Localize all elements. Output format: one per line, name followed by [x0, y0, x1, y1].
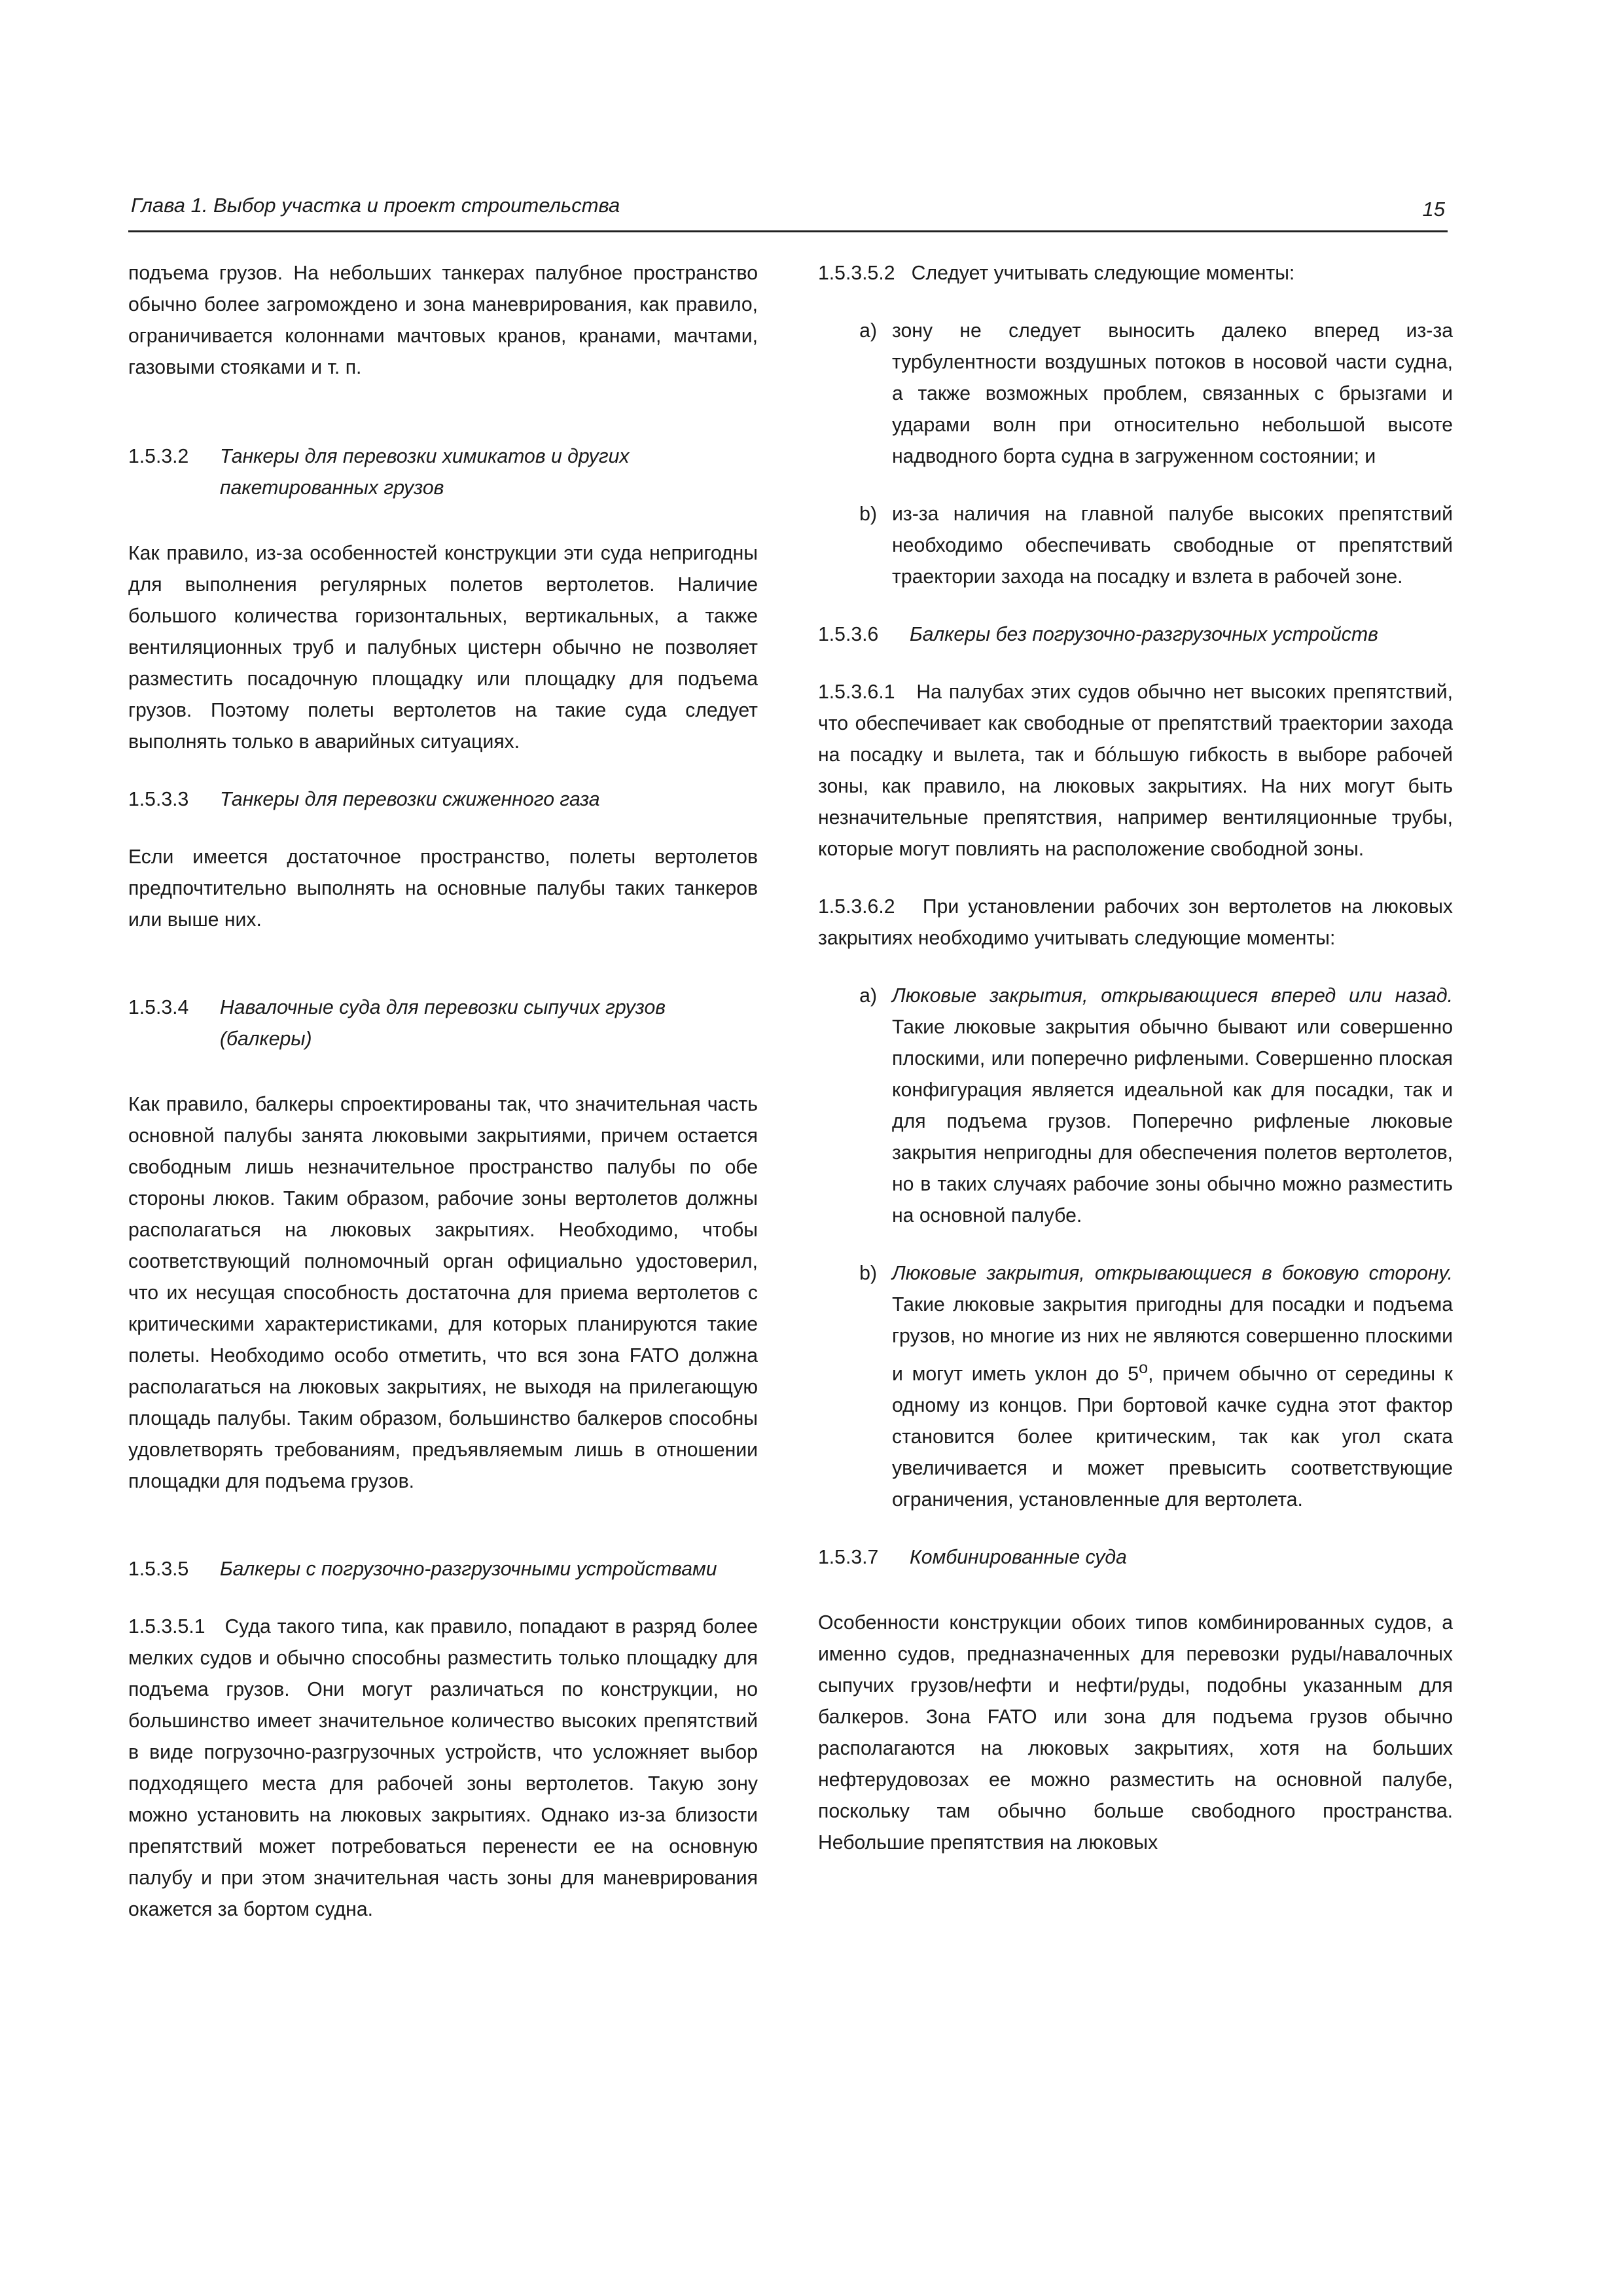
section-title: Танкеры для перевозки химикатов и других пакетированных грузов [220, 446, 630, 499]
section-number: 1.5.3.3 [128, 789, 189, 810]
section-body: Если имеется достаточное пространство, полеты вертолетов предпочтительно выполнять на основные палубы таких танкеров или выше них. [128, 846, 758, 931]
subsection-paragraph [818, 677, 1453, 865]
list-marker: a) [859, 320, 877, 342]
section-number: 1.5.3.6 [818, 624, 879, 645]
list-item-text: из-за наличия на главной палубе высоких препятствий необходимо обеспечивать свободные от препятствий траектории захода на посадку и взлета в рабочей зоне. [892, 503, 1453, 588]
running-head: Глава 1. Выбор участка и проект строительства [131, 194, 620, 217]
page-number: 15 [1422, 198, 1445, 221]
subsection-paragraph [128, 1611, 758, 1926]
subsection-body: На палубах этих судов обычно нет высоких препятствий, что обеспечивает как свободные от препятствий траектории захода на посадку и вылета, так и бóльшую гибкость в выборе рабочей зоны, как правило, на люковых закрытиях. На них могут быть незначительные препятствия, например вентиляционные трубы, которые могут повлиять на расположение свободной зоны. [818, 681, 1453, 860]
subsection-number: 1.5.3.5.2 [818, 262, 895, 284]
list-item [818, 499, 1453, 593]
list-marker: b) [859, 1263, 877, 1284]
list-marker: b) [859, 503, 877, 525]
subsection-paragraph [818, 891, 1453, 954]
section-number: 1.5.3.2 [128, 446, 189, 467]
section-title: Комбинированные суда [910, 1547, 1127, 1569]
intro-paragraph: подъема грузов. На небольших танкерах палубное пространство обычно более загромождено и зона маневрирования, как правило, ограничивается колоннами мачтовых кранов, кранами, мачтами, газовыми стояками и т. п. [128, 262, 758, 378]
section-body: Как правило, балкеры спроектированы так, что значительная часть основной палубы занята люковыми закрытиями, причем остается свободным лишь незначительное пространство палубы по обе стороны люков. Таким образом, рабочие зоны вертолетов должны располагаться на люковых закрытиях. Необходимо, чтобы соответствующий полномочный орган официально удостоверил, что их несущая способность достаточна для приема вертолетов с критическими характеристиками, для которых планируются такие полеты. Необходимо особо отметить, что вся зона FATO должна располагаться на люковых закрытиях, не выходя на прилегающую площадь палубы. Таким образом, большинство балкеров способны удовлетворять требованиям, предъявляемым лишь в отношении площадки для подъема грузов. [128, 1094, 758, 1492]
section-heading-1-5-3-4 [128, 992, 758, 1055]
section-title: Балкеры без погрузочно-разгрузочных устройств [910, 624, 1378, 645]
section-heading-1-5-3-2 [128, 441, 758, 504]
subsection-number: 1.5.3.6.2 [818, 896, 895, 918]
list-item-lead: Люковые закрытия, открывающиеся в боковую сторону. [892, 1263, 1453, 1284]
section-number: 1.5.3.5 [128, 1558, 189, 1580]
section-heading-1-5-3-3 [128, 784, 758, 816]
section-title: Навалочные суда для перевозки сыпучих грузов (балкеры) [220, 997, 666, 1050]
list-item [818, 980, 1453, 1232]
list-item-text [892, 980, 1453, 1232]
page-header [128, 191, 1448, 232]
section-body: Особенности конструкции обоих типов комбинированных судов, а именно судов, предназначенных для перевозки руды/навалочных сыпучих грузов/нефти и нефти/руды, подобны указанным для балкеров. Зона FATO или зона для подъема грузов обычно располагаются на люковых закрытиях, хотя на больших нефтерудовозах ее можно разместить на основной палубе, поскольку там обычно больше свободного пространства. Небольшие препятствия на люковых [818, 1612, 1453, 1854]
section-body: Как правило, из-за особенностей конструкции эти суда непригодны для выполнения регулярных полетов вертолетов. Наличие большого количества горизонтальных, вертикальных, а также вентиляционных труб и палубных цистерн обычно не позволяет разместить посадочную площадку или площадку для подъема грузов. Поэтому полеты вертолетов на такие суда следует выполнять только в аварийных ситуациях. [128, 543, 758, 753]
left-column [128, 258, 758, 1926]
section-heading-1-5-3-7 [818, 1542, 1453, 1573]
section-title: Балкеры с погрузочно-разгрузочными устройствами [220, 1558, 717, 1580]
subsection-number: 1.5.3.6.1 [818, 681, 895, 703]
list-item-body: Такие люковые закрытия обычно бывают или совершенно плоскими, или поперечно рифлеными. Совершенно плоская конфигурация является идеальной как для посадки, так и для подъема грузов. Поперечно рифленые люковые закрытия непригодны для обеспечения полетов вертолетов, но в таких случаях рабочие зоны обычно можно разместить на основной палубе. [892, 1016, 1453, 1227]
subsection-body: При установлении рабочих зон вертолетов на люковых закрытиях необходимо учитывать следующие моменты: [818, 896, 1453, 949]
list-marker: a) [859, 985, 877, 1007]
list-item [818, 315, 1453, 473]
subsection-number: 1.5.3.5.1 [128, 1616, 205, 1638]
degree-superscript: о [1139, 1359, 1149, 1377]
list-item-body: Такие люковые закрытия пригодны для посадки и подъема грузов, но многие из них не являются совершенно плоскими и могут иметь уклон до 5 [892, 1294, 1453, 1386]
subsection-body: Суда такого типа, как правило, попадают в разряд более мелких судов и обычно способны разместить только площадку для подъема грузов. Они могут различаться по конструкции, но большинство имеет значительное количество высоких препятствий в виде погрузочно-разгрузочных устройств, что усложняет выбор подходящего места для рабочей зоны вертолетов. Такую зону можно установить на люковых закрытиях. Однако из-за близости препятствий может потребоваться перенести ее на основную палубу и при этом значительная часть зоны для маневрирования окажется за бортом судна. [128, 1616, 758, 1920]
list-item-body-continued: , причем обычно от середины к одному из концов. При бортовой качке судна этот фактор становится более критическим, так как угол ската увеличивается и может превысить соответствующие ограничения, установленные для вертолета. [892, 1363, 1453, 1511]
section-number: 1.5.3.7 [818, 1547, 879, 1569]
list-item-lead: Люковые закрытия, открывающиеся вперед или назад. [892, 985, 1453, 1007]
list-item [818, 1258, 1453, 1516]
subsection-body: Следует учитывать следующие моменты: [911, 262, 1295, 284]
subsection-paragraph [818, 258, 1453, 289]
section-heading-1-5-3-6 [818, 619, 1453, 651]
right-column [818, 258, 1453, 1859]
list-item-text [892, 1258, 1453, 1516]
section-heading-1-5-3-5 [128, 1554, 758, 1585]
list-item-text: зону не следует выносить далеко вперед из-за турбулентности воздушных потоков в носовой части судна, а также возможных проблем, связанных с брызгами и ударами волн при относительно небольшой высоте надводного борта судна в загруженном состоянии; и [892, 320, 1453, 467]
section-title: Танкеры для перевозки сжиженного газа [220, 789, 600, 810]
section-number: 1.5.3.4 [128, 997, 189, 1018]
